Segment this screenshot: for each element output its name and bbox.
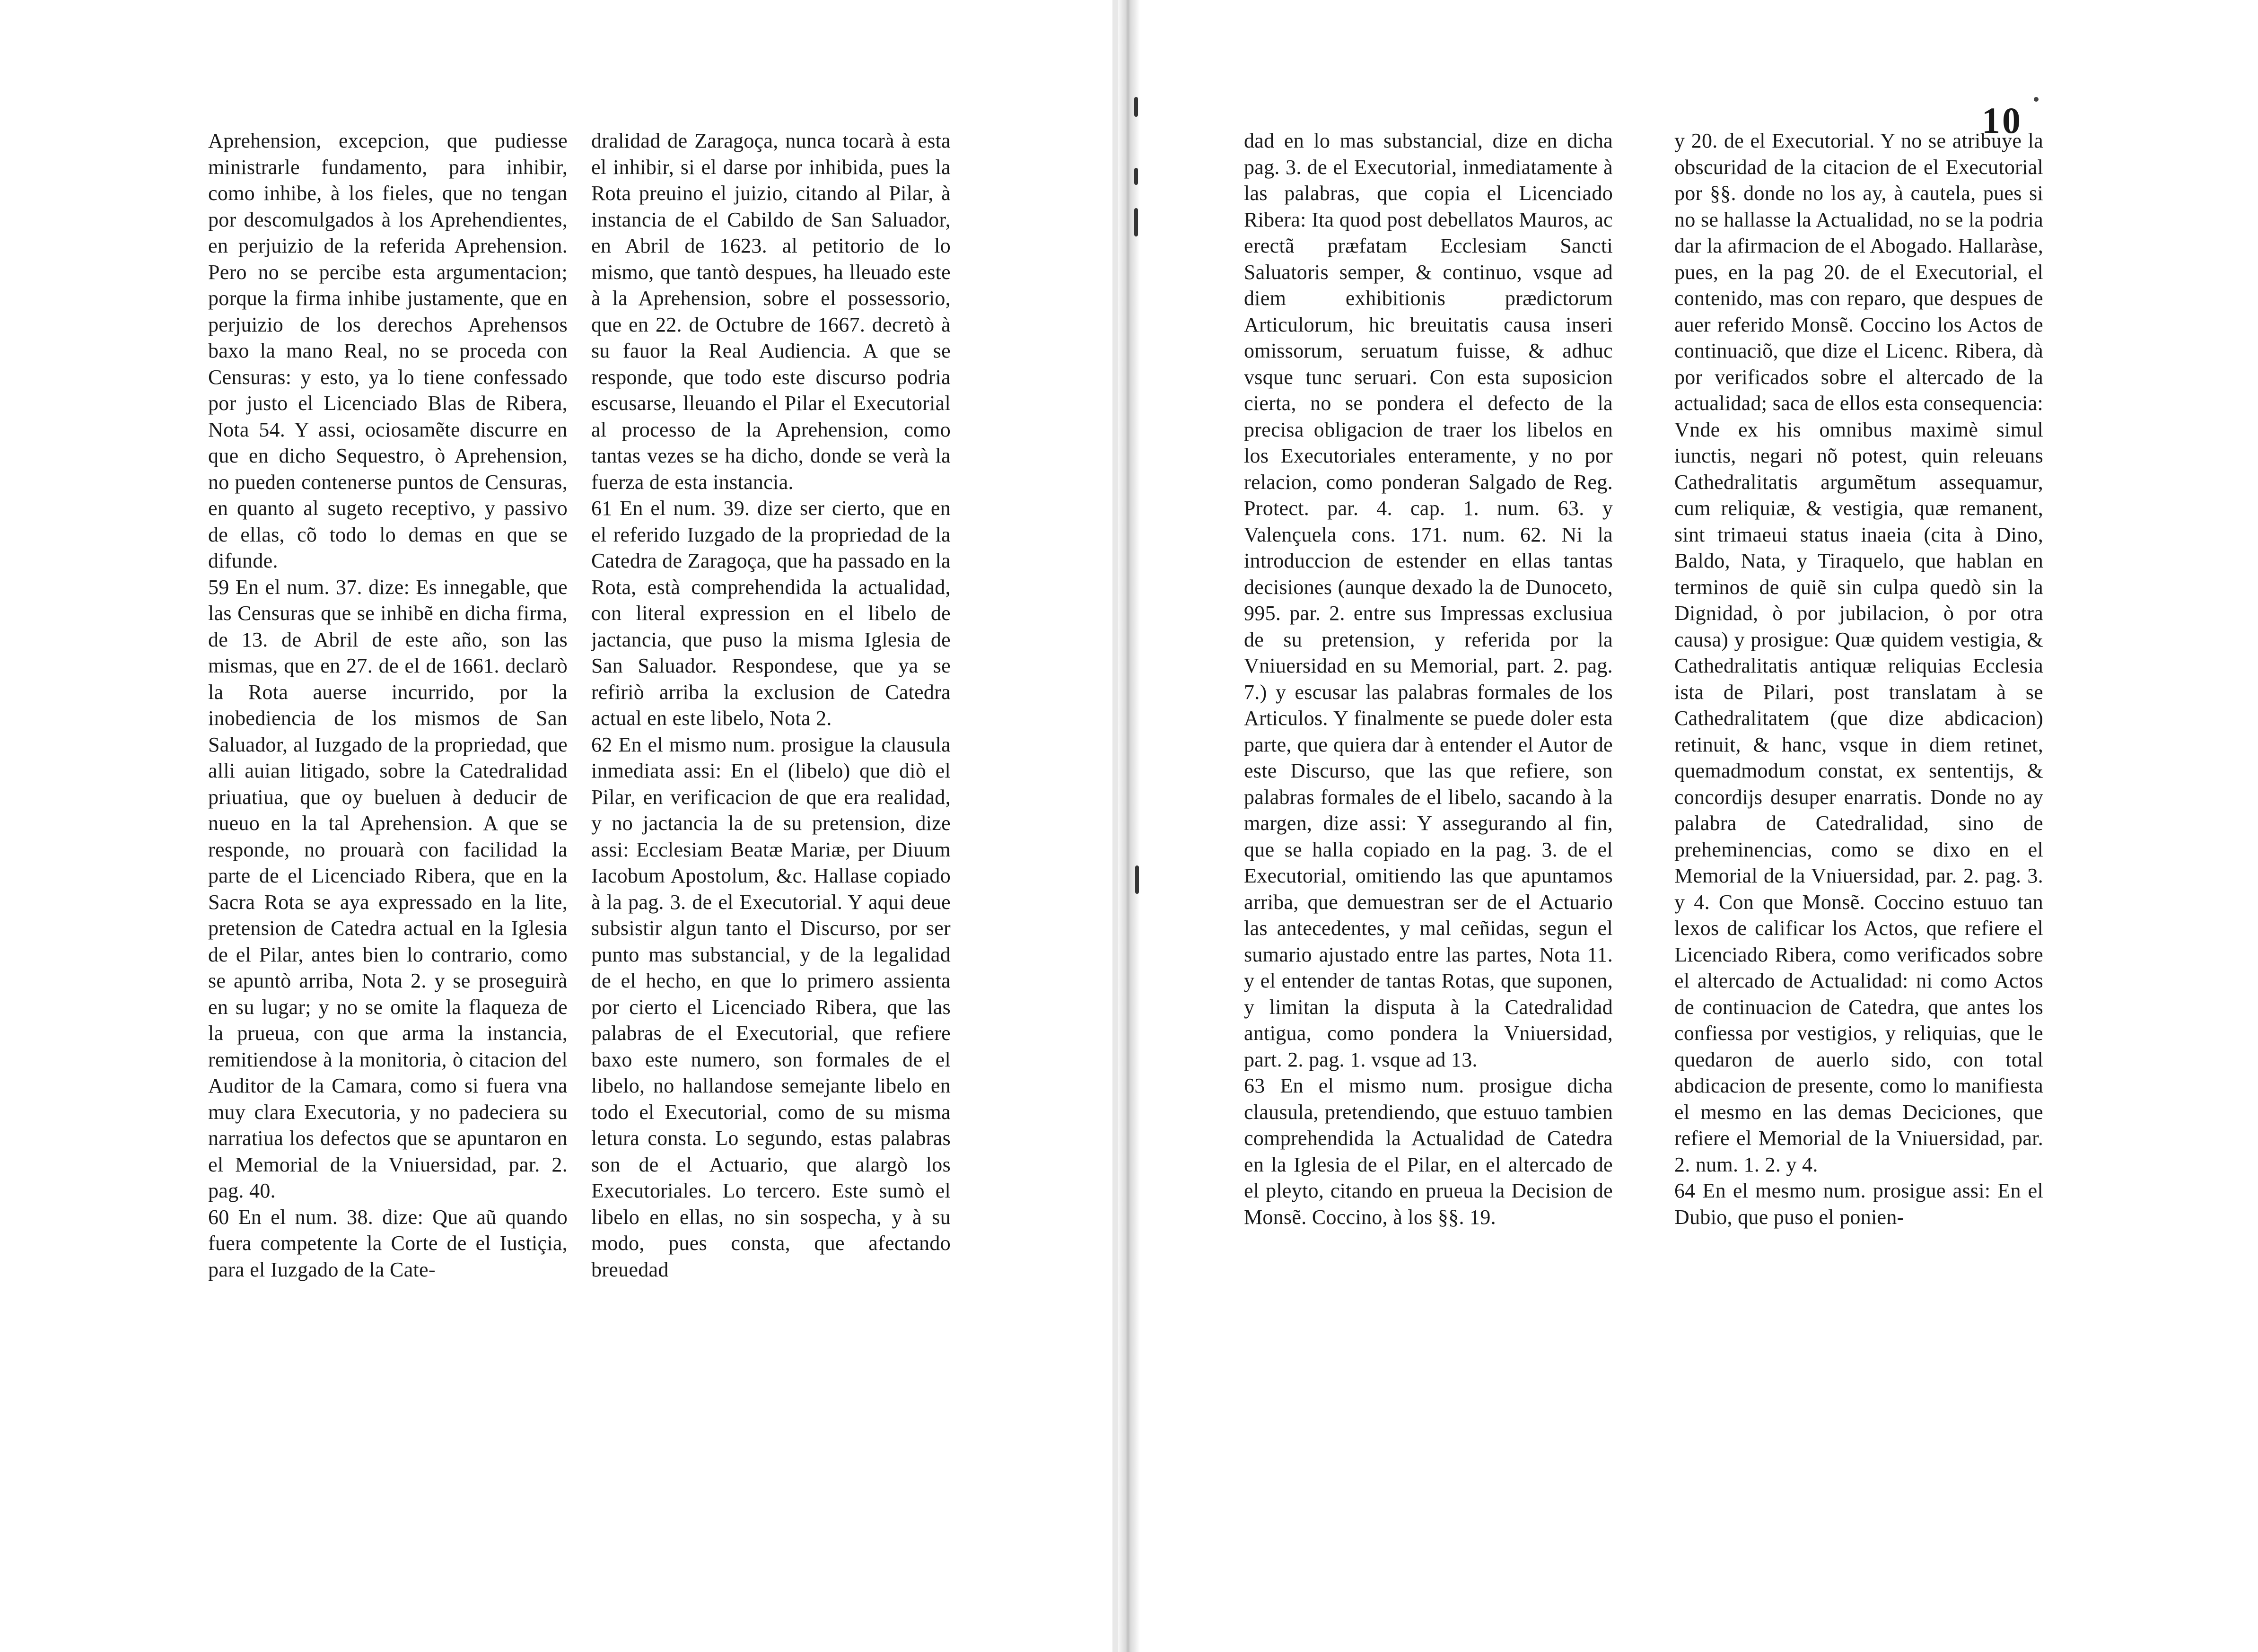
left-page-column-1: Aprehension, excepcion, que pudiesse ministrarle fundamento, para inhibir, como inhibe, à los fieles, que no tengan por descomulgados à los Aprehendientes, en perjuizio de la referida Aprehension. Pero no se percibe esta argumentacion; porque la firma inhibe justamente, que en perjuizio de los derechos Aprehensos baxo la mano Real, no se proceda con Censuras: y esto, ya lo tiene confessado por justo el Licenciado Blas de Ribera, Nota 54. Y assi, ociosamẽte discurre en que en dicho Sequestro, ò Aprehension, no pueden contenerse puntos de Censuras, en quanto al sugeto receptivo, y passivo de ellas, cõ todo lo demas en que se difunde. 59 En el num. 37. dize: Es innegable, que las Censuras que se inhibẽ en dicha firma, de 13. de Abril de este año, son las mismas, que en 27. de el de 1661. declarò la Rota auerse incurrido, por la inobediencia de los mismos de San Saluador, al Iuzgado de la propriedad, que alli auian litigado, sobre la Catedralidad priuatiua, que oy bueluen à deducir de nueuo en la tal Aprehension. A que se responde, no prouarà con facilidad la parte de el Licenciado Ribera, que en la Sacra Rota se aya expressado en la lite, pretension de Catedra actual en la Iglesia de el Pilar, antes bien lo contrario, como se apuntò arriba, Nota 2. y se proseguirà en su lugar; y no se omite la flaqueza de la prueua, con que arma la instancia, remitiendose à la monitoria, ò citacion del Auditor de la Camara, como si fuera vna muy clara Executoria, y no padeciera su narratiua los defectos que se apuntaron en el Memorial de la Vniuersidad, par. 2. pag. 40. 60 En el num. 38. dize: Que aũ quando fuera competente la Corte de el Iustiçia, para el Iuzgado de la Cate- — [208, 129, 568, 1281]
right-page-column-2: y 20. de el Executorial. Y no se atribuye la obscuridad de la citacion de el Executorial por §§. donde no los ay, à cautela, pues si no se hallasse la Actualidad, no se la podria dar la afirmacion de el Abogado. Hallaràse, pues, en la pag 20. de el Executorial, el contenido, mas con reparo, que despues de auer referido Monsẽ. Coccino los Actos de continuaciõ, que dize el Licenc. Ribera, dà por verificados sobre el altercado de la actualidad; saca de ellos esta consequencia: Vnde ex his omnibus maximè simul iunctis, negari nõ potest, quin releuans Cathedralitatis argumẽtum assequamur, cum reliquiæ, & vestigia, quæ remanent, sint trimaeui status inaeia (cita à Dino, Baldo, Nata, y Tiraquelo, que hablan en terminos de quiẽ sin culpa quedò sin la Dignidad, ò por jubilacion, ò por otra causa) y prosigue: Quæ quidem vestigia, & Cathedralitatis antiquæ reliquias Ecclesia ista de Pilari, post translatam à se Cathedralitatem (que dize abdicacion) retinuit, & hanc, vsque in diem retinet, quemadmodum constat, ex sententijs, & concordijs desuper enarratis. Donde no ay palabra de Catedralidad, sino de preheminencias, como se dixo en el Memorial de la Vniuersidad, par. 2. pag. 3. y 4. Con que Monsẽ. Coccino estuuo tan lexos de calificar los Actos, que refiere el Licenciado Ribera, como verificados sobre el altercado de Actualidad: ni como Actos de continuacion de Catedra, que antes los confiessa por vestigios, y reliquias, que le quedaron de auerlo sido, con total abdicacion de presente, como lo manifiesta el mesmo en las demas Deciciones, que refiere el Memorial de la Vniuersidad, par. 2. num. 1. 2. y 4. 64 En el mesmo num. prosigue assi: En el Dubio, que puso el ponien- — [1674, 129, 2043, 1229]
binding-mark — [1134, 208, 1138, 236]
page-number: 10 — [1982, 100, 2022, 141]
book-gutter — [1116, 0, 1140, 1652]
page-dot — [2034, 97, 2039, 102]
binding-mark — [1134, 168, 1138, 185]
binding-mark — [1135, 865, 1139, 894]
gutter-shadow — [1112, 0, 1118, 1652]
left-page-column-2: dralidad de Zaragoça, nunca tocarà à esta el inhibir, si el darse por inhibida, pues la Rota preuino el juizio, citando al Pilar, à instancia de el Cabildo de San Saluador, en Abril de 1623. al petitorio de lo mismo, que tantò despues, ha lleuado este à la Aprehension, sobre el possessorio, que en 22. de Octubre de 1667. decretò à su fauor la Real Audiencia. A que se responde, que todo este discurso podria escusarse, lleuando el Pilar el Executorial al processo de la Aprehension, como tantas vezes se ha dicho, donde se verà la fuerza de esta instancia. 61 En el num. 39. dize ser cierto, que en el referido Iuzgado de la propriedad de la Catedra de Zaragoça, que ha passado en la Rota, està comprehendida la actualidad, con literal expression en el libelo de jactancia, que puso la misma Iglesia de San Saluador. Respondese, que ya se refiriò arriba la exclusion de Catedra actual en este libelo, Nota 2. 62 En el mismo num. prosigue la clausula inmediata assi: En el (libelo) que diò el Pilar, en verificacion de que era realidad, y no jactancia la de su pretension, dize assi: Ecclesiam Beatæ Mariæ, per Diuum Iacobum Apostolum, &c. Hallase copiado à la pag. 3. de el Executorial. Y aqui deue subsistir algun tanto el Discurso, por ser punto mas substancial, y de la legalidad de el hecho, en que lo primero assienta por cierto el Licenciado Ribera, que las palabras de el Executorial, que refiere baxo este numero, son formales de el libelo, no hallandose semejante libelo en todo el Executorial, como de su misma letura consta. Lo segundo, estas palabras son de el Actuario, que alargò los Executoriales. Lo tercero. Este sumò el libelo en ellas, no sin sospecha, y à su modo, pues consta, que afectando breuedad — [591, 129, 951, 1281]
binding-mark — [1134, 97, 1138, 117]
right-page-column-1: dad en lo mas substancial, dize en dicha pag. 3. de el Executorial, inmediatamente à las palabras, que copia el Licenciado Ribera: Ita quod post debellatos Mauros, ac erectã præfatam Ecclesiam Sancti Saluatoris semper, & continuo, vsque ad diem exhibitionis prædictorum Articulorum, hic breuitatis causa inseri omissorum, seruatum fuisse, & adhuc vsque tunc seruari. Con esta suposicion cierta, no se pondera el defecto de la precisa obligacion de traer los libelos en los Executoriales enteramente, y no por relacion, como ponderan Salgado de Reg. Protect. par. 4. cap. 1. num. 63. y Valençuela cons. 171. num. 62. Ni la introduccion de estender en ellas tantas decisiones (aunque dexado la de Dunoceto, 995. par. 2. entre sus Impressas exclusiua de su pretension, y referida por la Vniuersidad en su Memorial, part. 2. pag. 7.) y escusar las palabras formales de los Articulos. Y finalmente se puede doler esta parte, que quiera dar à entender el Autor de este Discurso, que las que refiere, son palabras formales de el libelo, sacando à la margen, dize assi: Y assegurando al fin, que se halla copiado en la pag. 3. de el Executorial, omitiendo las que apuntamos arriba, que demuestran ser de el Actuario las antecedentes, y mal ceñidas, segun el sumario ajustado entre las partes, Nota 11. y el entender de tantas Rotas, que suponen, y limitan la disputa à la Catedralidad antigua, como pondera la Vniuersidad, part. 2. pag. 1. vsque ad 13. 63 En el mismo num. prosigue dicha clausula, pretendiendo, que estuuo tambien comprehendida la Actualidad de Catedra en la Iglesia de el Pilar, en el altercado de el pleyto, citando en prueua la Decision de Monsẽ. Coccino, à los §§. 19. — [1244, 129, 1613, 1229]
left-page — [38, 19, 1116, 1627]
